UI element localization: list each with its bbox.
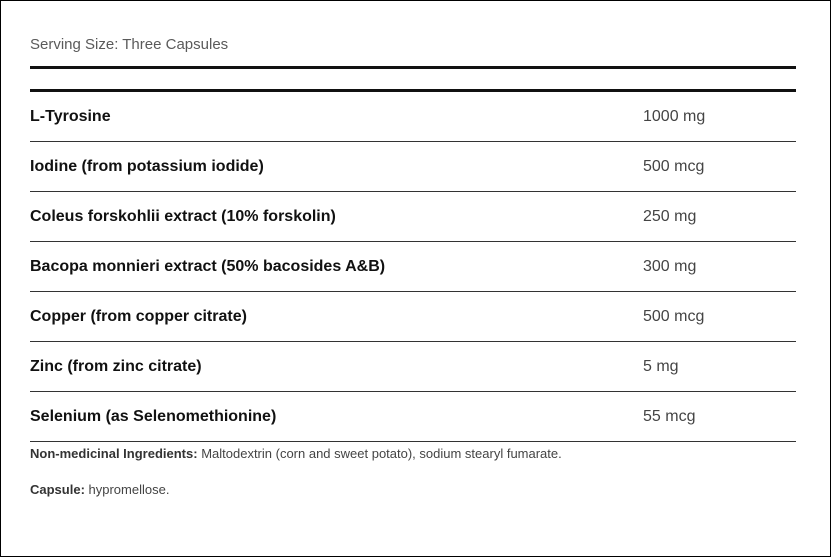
ingredient-amount: 250 mg: [643, 207, 697, 225]
ingredient-row: [30, 142, 796, 192]
non-medicinal-label: Non-medicinal Ingredients:: [30, 446, 198, 461]
ingredient-name: Iodine (from potassium iodide): [30, 157, 264, 175]
capsule-info: [30, 482, 169, 497]
ingredient-row: [30, 192, 796, 242]
ingredient-row: [30, 292, 796, 342]
non-medicinal-ingredients: [30, 446, 562, 461]
ingredient-name: Selenium (as Selenomethionine): [30, 407, 277, 425]
capsule-label: Capsule:: [30, 482, 85, 497]
ingredient-name: Zinc (from zinc citrate): [30, 357, 202, 375]
capsule-text: hypromellose.: [84, 482, 170, 497]
ingredient-row: [30, 392, 796, 442]
ingredient-amount: 300 mg: [643, 257, 697, 275]
ingredient-amount: 500 mcg: [643, 157, 705, 175]
ingredient-amount: 500 mcg: [643, 307, 705, 325]
ingredient-name: Bacopa monnieri extract (50% bacosides A&B): [30, 257, 386, 275]
ingredient-amount: 55 mcg: [643, 407, 696, 425]
ingredient-amount: 5 mg: [643, 357, 679, 375]
ingredient-name: Copper (from copper citrate): [30, 307, 247, 325]
ingredient-name: L-Tyrosine: [30, 107, 111, 125]
top-rule: [30, 66, 796, 69]
ingredient-table: [30, 92, 796, 442]
ingredient-row: [30, 342, 796, 392]
ingredient-row: [30, 92, 796, 142]
non-medicinal-text: Maltodextrin (corn and sweet potato), sodium stearyl fumarate.: [197, 446, 562, 461]
serving-size: Serving Size: Three Capsules: [30, 36, 229, 53]
ingredient-row: [30, 242, 796, 292]
ingredient-name: Coleus forskohlii extract (10% forskolin): [30, 207, 336, 225]
ingredient-amount: 1000 mg: [643, 107, 706, 125]
